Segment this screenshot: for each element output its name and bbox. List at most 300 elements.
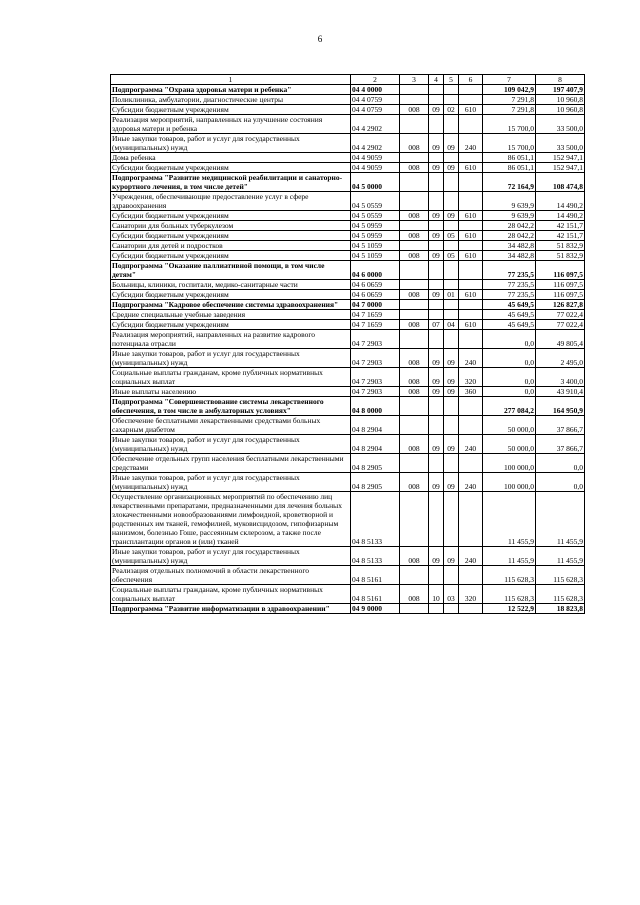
table-row (111, 85, 585, 95)
row-admin-cell (400, 153, 429, 163)
row-name-cell: Субсидии бюджетным учреждениям (111, 105, 351, 115)
row-expense-type-cell: 240 (459, 547, 483, 566)
budget-table (110, 74, 585, 614)
row-amount-1-cell: 34 482,8 (483, 251, 536, 261)
table-row (111, 261, 585, 280)
row-name-cell: Иные выплаты населению (111, 387, 351, 397)
row-section-cell: 09 (429, 387, 444, 397)
row-amount-2-cell: 42 151,7 (536, 231, 585, 241)
row-name-cell: Санатории для детей и подростков (111, 241, 351, 251)
row-amount-2-cell: 33 500,0 (536, 134, 585, 153)
row-subsection-cell: 09 (444, 435, 459, 454)
table-row (111, 153, 585, 163)
row-amount-1-cell: 45 649,5 (483, 310, 536, 320)
row-code-cell: 04 8 0000 (351, 397, 400, 416)
row-amount-1-cell: 0,0 (483, 387, 536, 397)
row-code-cell: 04 4 2902 (351, 134, 400, 153)
row-name-cell: Иные закупки товаров, работ и услуг для государственных (муниципальных) нужд (111, 435, 351, 454)
row-admin-cell (400, 241, 429, 251)
row-expense-type-cell (459, 492, 483, 547)
row-admin-cell: 008 (400, 290, 429, 300)
row-subsection-cell: 09 (444, 349, 459, 368)
row-subsection-cell: 09 (444, 134, 459, 153)
row-amount-1-cell: 115 628,3 (483, 585, 536, 604)
row-section-cell: 09 (429, 231, 444, 241)
row-code-cell: 04 7 2903 (351, 387, 400, 397)
row-name-cell: Социальные выплаты гражданам, кроме публичных нормативных социальных выплат (111, 368, 351, 387)
row-section-cell: 07 (429, 320, 444, 330)
row-subsection-cell: 05 (444, 231, 459, 241)
row-code-cell: 04 4 0759 (351, 105, 400, 115)
row-section-cell: 09 (429, 134, 444, 153)
row-amount-2-cell: 152 947,1 (536, 153, 585, 163)
row-amount-1-cell: 45 649,5 (483, 320, 536, 330)
row-amount-1-cell: 0,0 (483, 368, 536, 387)
table-row (111, 280, 585, 290)
table-row (111, 387, 585, 397)
row-expense-type-cell (459, 173, 483, 192)
table-row (111, 492, 585, 547)
row-code-cell: 04 7 1659 (351, 310, 400, 320)
row-section-cell (429, 115, 444, 134)
row-section-cell (429, 604, 444, 614)
table-row (111, 251, 585, 261)
row-amount-2-cell: 37 866,7 (536, 416, 585, 435)
row-section-cell: 09 (429, 349, 444, 368)
row-amount-2-cell: 51 832,9 (536, 251, 585, 261)
table-row (111, 320, 585, 330)
table-row (111, 192, 585, 211)
row-code-cell: 04 8 5133 (351, 547, 400, 566)
table-row (111, 241, 585, 251)
row-amount-2-cell: 0,0 (536, 454, 585, 473)
row-amount-1-cell: 72 164,9 (483, 173, 536, 192)
table-row (111, 95, 585, 105)
row-subsection-cell (444, 261, 459, 280)
row-code-cell: 04 5 1059 (351, 251, 400, 261)
row-amount-2-cell: 10 960,8 (536, 105, 585, 115)
row-expense-type-cell: 610 (459, 290, 483, 300)
row-admin-cell (400, 397, 429, 416)
row-admin-cell (400, 280, 429, 290)
table-row (111, 173, 585, 192)
row-admin-cell (400, 454, 429, 473)
row-subsection-cell: 09 (444, 163, 459, 173)
table-row (111, 397, 585, 416)
row-amount-2-cell: 108 474,8 (536, 173, 585, 192)
table-row (111, 585, 585, 604)
row-admin-cell (400, 221, 429, 231)
column-header: 7 (483, 75, 536, 85)
row-name-cell: Субсидии бюджетным учреждениям (111, 251, 351, 261)
row-admin-cell: 008 (400, 211, 429, 221)
table-row (111, 330, 585, 349)
row-section-cell (429, 416, 444, 435)
row-amount-2-cell: 164 950,9 (536, 397, 585, 416)
row-name-cell: Субсидии бюджетным учреждениям (111, 320, 351, 330)
row-expense-type-cell (459, 566, 483, 585)
row-name-cell: Поликлиника, амбулатории, диагностические центры (111, 95, 351, 105)
row-section-cell (429, 95, 444, 105)
column-header: 3 (400, 75, 429, 85)
row-admin-cell (400, 604, 429, 614)
row-expense-type-cell: 320 (459, 585, 483, 604)
row-name-cell: Дома ребенка (111, 153, 351, 163)
row-code-cell: 04 8 2904 (351, 416, 400, 435)
row-subsection-cell (444, 153, 459, 163)
row-subsection-cell: 05 (444, 251, 459, 261)
row-subsection-cell: 03 (444, 585, 459, 604)
row-code-cell: 04 6 0659 (351, 280, 400, 290)
row-subsection-cell (444, 604, 459, 614)
row-code-cell: 04 7 0000 (351, 300, 400, 310)
row-admin-cell: 008 (400, 134, 429, 153)
row-admin-cell: 008 (400, 231, 429, 241)
row-name-cell: Подпрограмма "Развитие медицинской реабилитации и санаторно-курортного лечения, в том числе детей" (111, 173, 351, 192)
table-row (111, 473, 585, 492)
row-admin-cell: 008 (400, 368, 429, 387)
row-section-cell: 10 (429, 585, 444, 604)
row-section-cell (429, 566, 444, 585)
row-section-cell: 09 (429, 547, 444, 566)
row-section-cell (429, 261, 444, 280)
row-admin-cell (400, 310, 429, 320)
row-expense-type-cell (459, 221, 483, 231)
row-amount-1-cell: 7 291,8 (483, 105, 536, 115)
row-amount-2-cell: 33 500,0 (536, 115, 585, 134)
row-code-cell: 04 5 0559 (351, 192, 400, 211)
row-code-cell: 04 4 2902 (351, 115, 400, 134)
row-admin-cell (400, 416, 429, 435)
row-admin-cell (400, 566, 429, 585)
row-expense-type-cell (459, 95, 483, 105)
row-amount-1-cell: 100 000,0 (483, 454, 536, 473)
row-code-cell: 04 5 0959 (351, 231, 400, 241)
row-subsection-cell (444, 310, 459, 320)
row-amount-1-cell: 109 042,9 (483, 85, 536, 95)
row-amount-1-cell: 50 000,0 (483, 416, 536, 435)
row-subsection-cell (444, 300, 459, 310)
row-section-cell (429, 241, 444, 251)
row-subsection-cell: 01 (444, 290, 459, 300)
row-expense-type-cell: 610 (459, 251, 483, 261)
row-admin-cell (400, 115, 429, 134)
row-subsection-cell: 09 (444, 211, 459, 221)
row-section-cell (429, 192, 444, 211)
row-name-cell: Субсидии бюджетным учреждениям (111, 231, 351, 241)
row-amount-1-cell: 28 042,2 (483, 221, 536, 231)
row-admin-cell (400, 192, 429, 211)
row-amount-2-cell: 14 490,2 (536, 192, 585, 211)
table-row (111, 368, 585, 387)
row-section-cell: 09 (429, 473, 444, 492)
row-amount-1-cell: 28 042,2 (483, 231, 536, 241)
row-code-cell: 04 6 0000 (351, 261, 400, 280)
row-amount-1-cell: 0,0 (483, 349, 536, 368)
row-code-cell: 04 4 9059 (351, 153, 400, 163)
row-subsection-cell (444, 280, 459, 290)
row-name-cell: Реализация мероприятий, направленных на улучшение состояния здоровья матери и ребенка (111, 115, 351, 134)
row-code-cell: 04 4 0000 (351, 85, 400, 95)
table-row (111, 221, 585, 231)
row-expense-type-cell: 360 (459, 387, 483, 397)
table-row (111, 290, 585, 300)
row-name-cell: Реализация отдельных полномочий в области лекарственного обеспечения (111, 566, 351, 585)
row-section-cell (429, 330, 444, 349)
row-expense-type-cell (459, 280, 483, 290)
row-section-cell (429, 173, 444, 192)
row-admin-cell (400, 330, 429, 349)
row-code-cell: 04 7 1659 (351, 320, 400, 330)
row-expense-type-cell: 610 (459, 320, 483, 330)
row-code-cell: 04 5 0559 (351, 211, 400, 221)
row-expense-type-cell: 240 (459, 134, 483, 153)
row-subsection-cell (444, 566, 459, 585)
row-section-cell (429, 280, 444, 290)
row-subsection-cell: 09 (444, 473, 459, 492)
row-amount-2-cell: 14 490,2 (536, 211, 585, 221)
row-name-cell: Обеспечение бесплатными лекарственными средствами больных сахарным диабетом (111, 416, 351, 435)
row-section-cell: 09 (429, 368, 444, 387)
row-code-cell: 04 8 2905 (351, 473, 400, 492)
table-row (111, 310, 585, 320)
row-subsection-cell (444, 192, 459, 211)
row-code-cell: 04 5 0959 (351, 221, 400, 231)
column-header: 6 (459, 75, 483, 85)
table-row (111, 231, 585, 241)
row-subsection-cell (444, 241, 459, 251)
row-subsection-cell: 02 (444, 105, 459, 115)
row-amount-1-cell: 34 482,8 (483, 241, 536, 251)
table-row (111, 435, 585, 454)
row-admin-cell (400, 95, 429, 105)
row-code-cell: 04 8 2904 (351, 435, 400, 454)
row-expense-type-cell: 240 (459, 435, 483, 454)
row-amount-2-cell: 42 151,7 (536, 221, 585, 231)
row-expense-type-cell (459, 310, 483, 320)
row-amount-1-cell: 50 000,0 (483, 435, 536, 454)
row-admin-cell: 008 (400, 251, 429, 261)
table-body (111, 85, 585, 614)
row-section-cell (429, 310, 444, 320)
row-name-cell: Иные закупки товаров, работ и услуг для государственных (муниципальных) нужд (111, 349, 351, 368)
table-row (111, 566, 585, 585)
row-amount-1-cell: 0,0 (483, 330, 536, 349)
row-name-cell: Учреждения, обеспечивающие предоставление услуг в сфере здравоохранения (111, 192, 351, 211)
row-amount-1-cell: 86 051,1 (483, 153, 536, 163)
row-admin-cell: 008 (400, 387, 429, 397)
row-name-cell: Подпрограмма "Совершенствование системы лекарственного обеспечения, в том числе в амбулаторных условиях" (111, 397, 351, 416)
row-subsection-cell (444, 85, 459, 95)
row-amount-2-cell: 49 805,4 (536, 330, 585, 349)
row-admin-cell (400, 300, 429, 310)
table-row (111, 115, 585, 134)
row-code-cell: 04 4 9059 (351, 163, 400, 173)
row-section-cell (429, 454, 444, 473)
row-subsection-cell (444, 397, 459, 416)
row-code-cell: 04 7 2903 (351, 330, 400, 349)
row-amount-2-cell: 0,0 (536, 473, 585, 492)
row-code-cell: 04 6 0659 (351, 290, 400, 300)
row-code-cell: 04 8 5161 (351, 566, 400, 585)
row-amount-1-cell: 15 700,0 (483, 134, 536, 153)
row-amount-2-cell: 116 097,5 (536, 280, 585, 290)
row-amount-1-cell: 115 628,3 (483, 566, 536, 585)
row-subsection-cell: 09 (444, 387, 459, 397)
row-subsection-cell: 09 (444, 547, 459, 566)
row-section-cell: 09 (429, 435, 444, 454)
row-section-cell: 09 (429, 211, 444, 221)
row-code-cell: 04 5 1059 (351, 241, 400, 251)
row-expense-type-cell (459, 454, 483, 473)
row-subsection-cell: 04 (444, 320, 459, 330)
row-subsection-cell (444, 115, 459, 134)
row-section-cell (429, 85, 444, 95)
row-admin-cell (400, 85, 429, 95)
row-name-cell: Подпрограмма "Развитие информатизации в здравоохранении" (111, 604, 351, 614)
row-amount-1-cell: 86 051,1 (483, 163, 536, 173)
row-subsection-cell (444, 221, 459, 231)
row-name-cell: Субсидии бюджетным учреждениям (111, 163, 351, 173)
row-section-cell (429, 300, 444, 310)
column-header: 2 (351, 75, 400, 85)
row-code-cell: 04 5 0000 (351, 173, 400, 192)
row-admin-cell: 008 (400, 163, 429, 173)
row-amount-1-cell: 11 455,9 (483, 547, 536, 566)
row-name-cell: Подпрограмма "Охрана здоровья матери и ребенка" (111, 85, 351, 95)
row-expense-type-cell: 610 (459, 231, 483, 241)
row-name-cell: Реализация мероприятий, направленных на развитие кадрового потенциала отрасли (111, 330, 351, 349)
row-name-cell: Иные закупки товаров, работ и услуг для государственных (муниципальных) нужд (111, 134, 351, 153)
row-amount-1-cell: 277 084,2 (483, 397, 536, 416)
row-name-cell: Субсидии бюджетным учреждениям (111, 290, 351, 300)
row-name-cell: Больницы, клиники, госпитали, медико-санитарные части (111, 280, 351, 290)
row-expense-type-cell: 240 (459, 349, 483, 368)
table-row (111, 547, 585, 566)
column-header: 8 (536, 75, 585, 85)
row-amount-1-cell: 7 291,8 (483, 95, 536, 105)
row-expense-type-cell: 610 (459, 163, 483, 173)
column-header: 4 (429, 75, 444, 85)
row-amount-1-cell: 45 649,5 (483, 300, 536, 310)
row-expense-type-cell (459, 300, 483, 310)
row-admin-cell (400, 261, 429, 280)
row-admin-cell: 008 (400, 473, 429, 492)
table-row (111, 416, 585, 435)
row-name-cell: Иные закупки товаров, работ и услуг для государственных (муниципальных) нужд (111, 473, 351, 492)
row-admin-cell: 008 (400, 547, 429, 566)
row-amount-2-cell: 11 455,9 (536, 492, 585, 547)
row-amount-1-cell: 100 000,0 (483, 473, 536, 492)
row-amount-2-cell: 3 400,0 (536, 368, 585, 387)
row-name-cell: Осуществление организационных мероприятий по обеспечению лиц лекарственными препаратами, предназначенными для лечения больных злокачественными новообразованиями лимфоидной, кроветворной и родственных им тканей, гемофилией, муковисцидозом, гипофизарным нанизмом, болезнью Гоше, рассеянным склерозом, а также после трансплантации органов и (или) тканей (111, 492, 351, 547)
row-admin-cell: 008 (400, 435, 429, 454)
row-amount-2-cell: 10 960,8 (536, 95, 585, 105)
column-header: 1 (111, 75, 351, 85)
table-header-row (111, 75, 585, 85)
table-row (111, 163, 585, 173)
row-subsection-cell (444, 173, 459, 192)
table-row (111, 454, 585, 473)
row-admin-cell (400, 173, 429, 192)
row-amount-1-cell: 9 639,9 (483, 211, 536, 221)
row-expense-type-cell (459, 153, 483, 163)
row-expense-type-cell: 240 (459, 473, 483, 492)
row-expense-type-cell (459, 241, 483, 251)
row-admin-cell (400, 492, 429, 547)
table-row (111, 300, 585, 310)
row-expense-type-cell (459, 192, 483, 211)
row-name-cell: Санатории для больных туберкулезом (111, 221, 351, 231)
row-subsection-cell (444, 330, 459, 349)
row-section-cell (429, 153, 444, 163)
row-section-cell: 09 (429, 105, 444, 115)
row-section-cell: 09 (429, 290, 444, 300)
row-subsection-cell (444, 454, 459, 473)
row-amount-1-cell: 77 235,5 (483, 290, 536, 300)
column-header: 5 (444, 75, 459, 85)
row-code-cell: 04 8 5161 (351, 585, 400, 604)
row-expense-type-cell: 610 (459, 211, 483, 221)
row-expense-type-cell (459, 416, 483, 435)
row-code-cell: 04 8 5133 (351, 492, 400, 547)
row-subsection-cell (444, 95, 459, 105)
row-name-cell: Социальные выплаты гражданам, кроме публичных нормативных социальных выплат (111, 585, 351, 604)
row-amount-1-cell: 77 235,5 (483, 261, 536, 280)
row-amount-2-cell: 197 407,9 (536, 85, 585, 95)
table-row (111, 604, 585, 614)
row-amount-2-cell: 18 823,8 (536, 604, 585, 614)
row-expense-type-cell (459, 397, 483, 416)
row-code-cell: 04 4 0759 (351, 95, 400, 105)
row-name-cell: Средние специальные учебные заведения (111, 310, 351, 320)
row-expense-type-cell (459, 330, 483, 349)
row-amount-2-cell: 152 947,1 (536, 163, 585, 173)
row-expense-type-cell (459, 85, 483, 95)
row-amount-1-cell: 15 700,0 (483, 115, 536, 134)
row-amount-2-cell: 43 910,4 (536, 387, 585, 397)
row-amount-1-cell: 12 522,9 (483, 604, 536, 614)
row-admin-cell: 008 (400, 585, 429, 604)
row-amount-2-cell: 77 022,4 (536, 320, 585, 330)
row-amount-1-cell: 9 639,9 (483, 192, 536, 211)
row-subsection-cell (444, 416, 459, 435)
row-code-cell: 04 9 0000 (351, 604, 400, 614)
row-admin-cell: 008 (400, 320, 429, 330)
row-name-cell: Иные закупки товаров, работ и услуг для государственных (муниципальных) нужд (111, 547, 351, 566)
row-amount-2-cell: 37 866,7 (536, 435, 585, 454)
row-admin-cell: 008 (400, 105, 429, 115)
row-expense-type-cell: 610 (459, 105, 483, 115)
row-expense-type-cell (459, 604, 483, 614)
row-code-cell: 04 7 2903 (351, 349, 400, 368)
table-row (111, 211, 585, 221)
row-amount-2-cell: 77 022,4 (536, 310, 585, 320)
row-expense-type-cell: 320 (459, 368, 483, 387)
row-name-cell: Обеспечение отдельных групп населения бесплатными лекарственными средствами (111, 454, 351, 473)
row-section-cell: 09 (429, 251, 444, 261)
row-code-cell: 04 8 2905 (351, 454, 400, 473)
row-subsection-cell: 09 (444, 368, 459, 387)
row-expense-type-cell (459, 115, 483, 134)
row-expense-type-cell (459, 261, 483, 280)
row-section-cell (429, 397, 444, 416)
row-code-cell: 04 7 2903 (351, 368, 400, 387)
row-name-cell: Подпрограмма "Кадровое обеспечение системы здравоохранения" (111, 300, 351, 310)
row-amount-2-cell: 116 097,5 (536, 261, 585, 280)
row-section-cell (429, 492, 444, 547)
row-admin-cell: 008 (400, 349, 429, 368)
